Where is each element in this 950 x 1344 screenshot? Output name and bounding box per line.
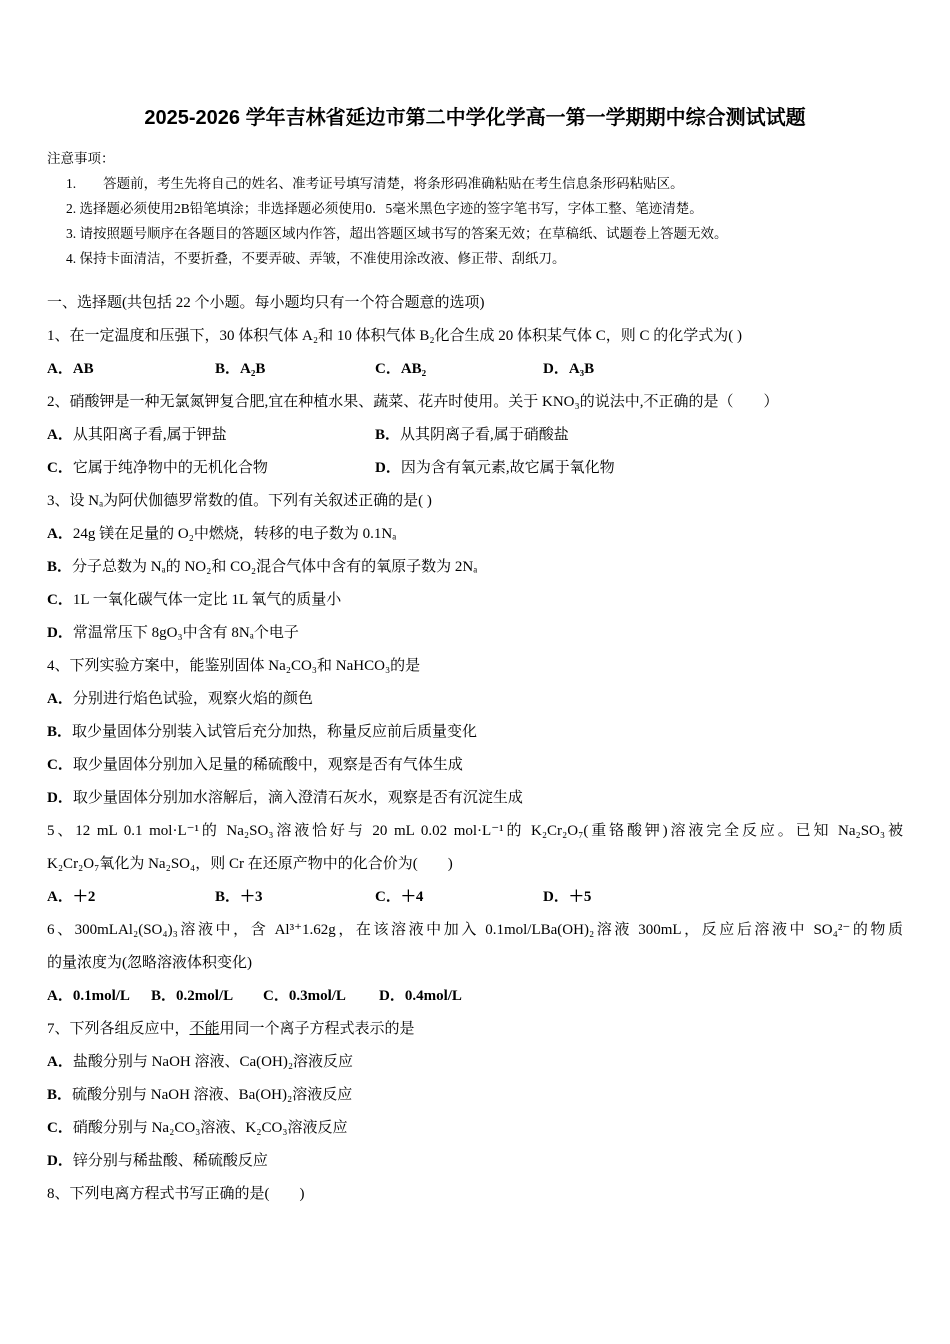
question-3-option-c	[47, 584, 903, 617]
question-6-option-d: D．0.4mol/L	[379, 988, 462, 1004]
question-6-stem-line-1: 6、300mLAl₂(SO₄)₃溶液中，含 Al³⁺1.62g，在该溶液中加入 0.1mol/LBa(OH)₂溶液 300mL，反应后溶液中 SO₄²⁻的物质	[47, 922, 903, 938]
notice-header: 注意事项：	[47, 151, 115, 166]
question-7-option-a	[47, 1046, 903, 1079]
question-6-stem-line-2: 的量浓度为(忽略溶液体积变化)	[47, 955, 252, 971]
option-text: 因为含有氧元素,故它属于氧化物	[400, 460, 615, 476]
option-text: 取少量固体分别装入试管后充分加热，称量反应前后质量变化	[72, 724, 478, 740]
notice-item-1: 1. 答题前，考生先将自己的姓名、准考证号填写清楚，将条形码准确粘贴在考生信息条形码粘贴区。	[66, 176, 684, 191]
question-6-option-c: C．0.3mol/L	[263, 988, 346, 1004]
question-2-option-b	[375, 419, 903, 452]
option-text: 从其阳离子看,属于钾盐	[72, 427, 227, 443]
question-7	[47, 1013, 903, 1178]
notice-section	[47, 146, 903, 271]
option-label: B．	[375, 427, 401, 443]
question-3-option-a	[47, 518, 903, 551]
option-label: B．	[47, 559, 73, 575]
question-2	[47, 386, 903, 485]
questions-area	[47, 287, 903, 1211]
question-2-option-c	[47, 452, 375, 485]
option-label: D．	[47, 790, 73, 806]
option-text: 从其阴离子看,属于硝酸盐	[400, 427, 569, 443]
option-label: C．	[47, 592, 73, 608]
question-5-stem-line-1: 5、12 mL 0.1 mol·L⁻¹的 Na₂SO₃溶液恰好与 20 mL 0.02 mol·L⁻¹的 K₂Cr₂O₇(重铬酸钾)溶液完全反应。已知 Na₂SO₃被	[47, 823, 903, 839]
question-4	[47, 650, 903, 815]
question-4-option-d	[47, 782, 903, 815]
question-5-option-c: C．＋4	[375, 889, 424, 905]
question-5-option-b: B．＋3	[215, 889, 263, 905]
notice-item-2: 2. 选择题必须使用2B铅笔填涂；非选择题必须使用0．5毫米黑色字迹的签字笔书写，字体工整、笔迹清楚。	[66, 201, 703, 216]
option-label: D．	[47, 625, 73, 641]
question-1-option-b: B．A₂B	[215, 361, 266, 377]
option-label: A．	[47, 691, 73, 707]
question-7-option-b	[47, 1079, 903, 1112]
option-text: 取少量固体分别加入足量的稀硫酸中，观察是否有气体生成	[72, 757, 463, 773]
stem-text-post: 用同一个离子方程式表示的是	[219, 1021, 415, 1037]
question-2-option-d	[375, 452, 903, 485]
option-label: D．	[47, 1153, 73, 1169]
option-text: 硫酸分别与 NaOH 溶液、Ba(OH)₂溶液反应	[72, 1087, 353, 1103]
question-2-options-row-1	[47, 419, 903, 452]
question-6-option-a: A．0.1mol/L	[47, 988, 130, 1004]
question-3-stem: 3、设 Nₐ为阿伏伽德罗常数的值。下列有关叙述正确的是( )	[47, 493, 432, 509]
option-label: A．	[47, 1054, 73, 1070]
option-text: 1L 一氧化碳气体一定比 1L 氧气的质量小	[72, 592, 342, 608]
option-text: 硝酸分别与 Na₂CO₃溶液、K₂CO₃溶液反应	[72, 1120, 348, 1136]
question-8-stem: 8、下列电离方程式书写正确的是( )	[47, 1186, 305, 1202]
question-5	[47, 815, 903, 914]
page-title: 2025-2026 学年吉林省延边市第二中学化学高一第一学期期中综合测试试题	[144, 107, 806, 129]
question-1	[47, 320, 903, 386]
stem-text-emphasis: 不能	[189, 1021, 220, 1037]
option-label: B．	[47, 1087, 73, 1103]
question-1-stem: 1、在一定温度和压强下，30 体积气体 A₂和 10 体积气体 B₂化合生成 20 体积某气体 C，则 C 的化学式为( )	[47, 328, 743, 344]
option-label: C．	[47, 1120, 73, 1136]
stem-text-pre: 7、下列各组反应中，	[47, 1021, 190, 1037]
option-text: 常温常压下 8gO₃中含有 8Nₐ个电子	[72, 625, 299, 641]
notice-item-3: 3. 请按照题号顺序在各题目的答题区域内作答，超出答题区域书写的答案无效；在草稿纸、试题卷上答题无效。	[66, 226, 728, 241]
question-7-stem	[47, 1013, 903, 1046]
question-8	[47, 1178, 903, 1211]
question-6-option-b: B．0.2mol/L	[151, 988, 234, 1004]
question-4-option-a	[47, 683, 903, 716]
question-5-option-a: A．＋2	[47, 889, 96, 905]
option-text: 分别进行焰色试验，观察火焰的颜色	[72, 691, 313, 707]
question-3-option-b	[47, 551, 903, 584]
option-text: 锌分别与稀盐酸、稀硫酸反应	[72, 1153, 268, 1169]
question-4-option-c	[47, 749, 903, 782]
question-1-option-a: A．AB	[47, 361, 94, 377]
question-2-option-a	[47, 419, 375, 452]
option-text: 它属于纯净物中的无机化合物	[72, 460, 268, 476]
option-label: C．	[47, 460, 73, 476]
question-5-stem-line-2: K₂Cr₂O₇氧化为 Na₂SO₄，则 Cr 在还原产物中的化合价为( )	[47, 856, 453, 872]
option-label: B．	[47, 724, 73, 740]
question-6-options-row	[47, 980, 903, 1013]
option-label: A．	[47, 427, 73, 443]
question-1-options-row	[47, 353, 903, 386]
question-5-option-d: D．＋5	[543, 889, 592, 905]
question-7-option-c	[47, 1112, 903, 1145]
question-3-option-d	[47, 617, 903, 650]
question-4-stem: 4、下列实验方案中，能鉴别固体 Na₂CO₃和 NaHCO₃的是	[47, 658, 421, 674]
option-text: 分子总数为 Nₐ的 NO₂和 CO₂混合气体中含有的氧原子数为 2Nₐ	[72, 559, 478, 575]
option-text: 盐酸分别与 NaOH 溶液、Ca(OH)₂溶液反应	[72, 1054, 354, 1070]
question-5-options-row	[47, 881, 903, 914]
question-4-option-b	[47, 716, 903, 749]
question-2-options-row-2	[47, 452, 903, 485]
section-title: 一、选择题(共包括 22 个小题。每小题均只有一个符合题意的选项)	[47, 295, 485, 311]
notice-item-4: 4. 保持卡面清洁，不要折叠，不要弄破、弄皱，不准使用涂改液、修正带、刮纸刀。	[66, 251, 566, 266]
question-7-option-d	[47, 1145, 903, 1178]
question-6	[47, 914, 903, 1013]
question-1-option-d: D．A₃B	[543, 361, 595, 377]
question-1-option-c: C．AB₂	[375, 361, 427, 377]
option-label: A．	[47, 526, 73, 542]
question-2-stem: 2、硝酸钾是一种无氯氮钾复合肥,宜在种植水果、蔬菜、花卉时使用。关于 KNO₃的说法中,不正确的是（ ）	[47, 394, 779, 410]
question-3	[47, 485, 903, 650]
option-text: 24g 镁在足量的 O₂中燃烧，转移的电子数为 0.1Nₐ	[72, 526, 397, 542]
option-label: C．	[47, 757, 73, 773]
option-text: 取少量固体分别加水溶解后，滴入澄清石灰水，观察是否有沉淀生成	[72, 790, 523, 806]
option-label: D．	[375, 460, 401, 476]
